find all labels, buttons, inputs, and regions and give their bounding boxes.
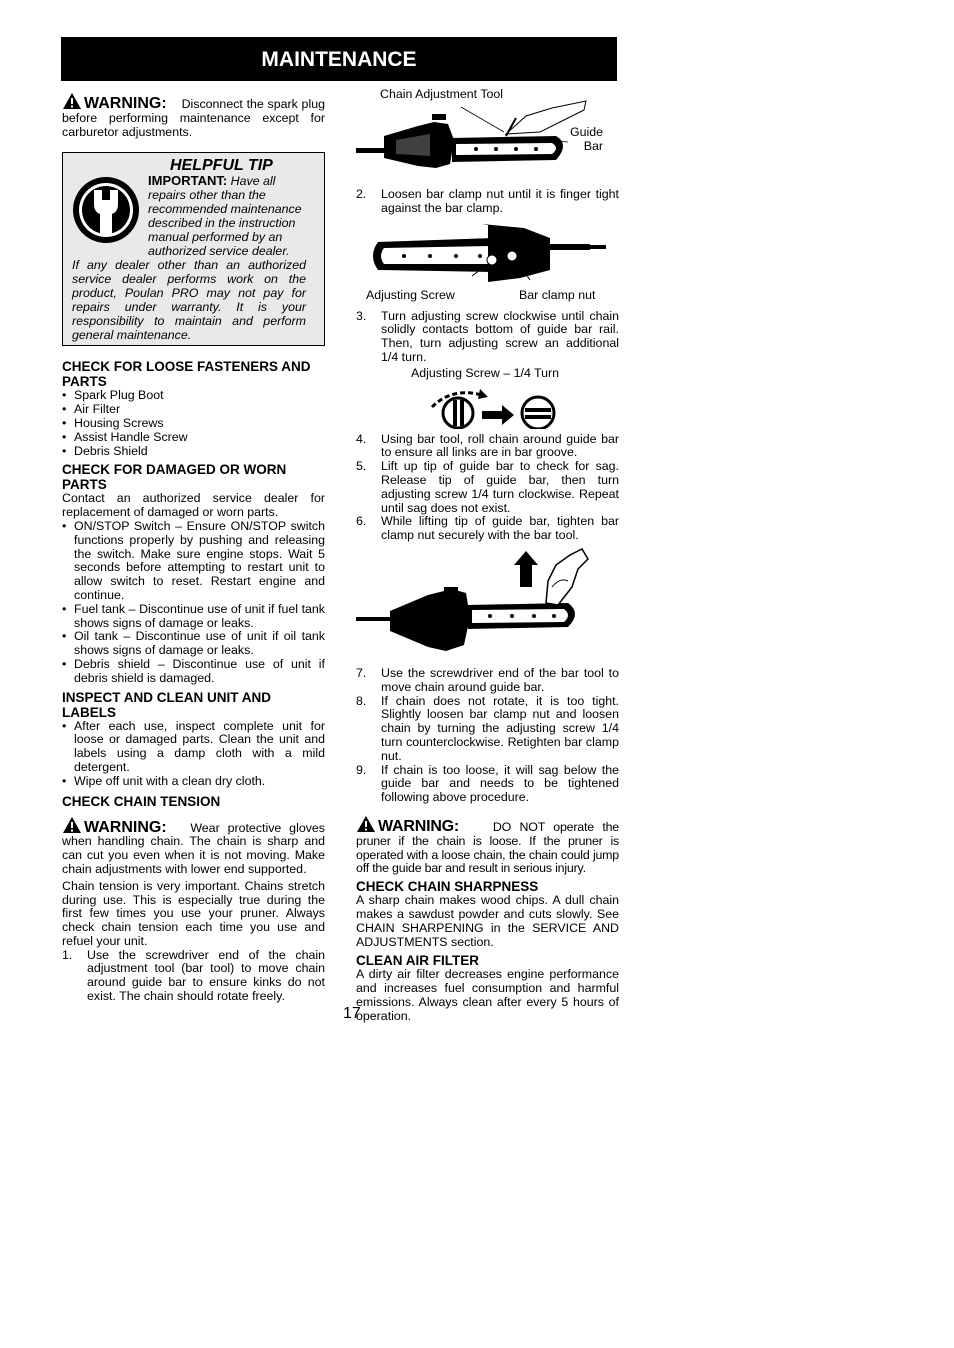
list-item: • Debris shield – Discontinue use of unit if debris shield is damaged. xyxy=(74,658,325,686)
page-number: 17 xyxy=(343,1005,361,1022)
pruner-bar-illustration xyxy=(356,96,619,180)
list-item: • Oil tank – Discontinue use of unit if oil tank shows signs of damage or leaks. xyxy=(74,630,325,658)
figure-label: Adjusting Screw – 1/4 Turn xyxy=(411,365,560,380)
figure-label: Guide Bar xyxy=(570,125,604,153)
list-item: 5. Lift up tip of guide bar to check for sag. Release tip of guide bar, then turn adjusting screw 1/4 turn clockwise. Repeat until sag does not exist. xyxy=(356,459,619,515)
page-title: MAINTENANCE xyxy=(61,37,617,81)
figure-label: Adjusting Screw xyxy=(366,287,455,302)
tension-steps-7-9 xyxy=(356,667,619,805)
bar-clamp-illustration xyxy=(370,220,608,290)
damaged-heading: CHECK FOR DAMAGED OR WORN PARTS xyxy=(62,462,287,493)
warning-gloves xyxy=(62,816,325,877)
list-item: • After each use, inspect complete unit for loose or damaged parts. Clean the unit and labels using a damp cloth with a mild detergent. xyxy=(74,720,325,775)
list-item: • Assist Handle Screw xyxy=(74,431,325,445)
warning-triangle-icon xyxy=(356,815,376,833)
tip-text-2: If any dealer other than an authorized service dealer performs work on the product, Poulan PRO may not pay for repairs under warranty. It is your responsibility to maintain and perform general maintenance. xyxy=(72,258,306,343)
figure-label: Bar clamp nut xyxy=(519,287,596,302)
list-item: 4. Using bar tool, roll chain around guide bar to ensure all links are in bar groove. xyxy=(356,431,619,460)
figure-label: Chain Adjustment Tool xyxy=(380,87,504,101)
list-item: 3. Turn adjusting screw clockwise until chain solidly contacts bottom of guide bar rail. Then, turn adjusting screw an additional 1/4 turn. xyxy=(356,308,619,364)
tension-steps-4-6 xyxy=(356,433,619,543)
list-item: 8. If chain does not rotate, it is too tight. Slightly loosen bar clamp nut and loosen chain by turning the adjusting screw 1/4 turn counterclockwise. Retighten bar clamp nut. xyxy=(356,693,619,763)
helpful-tip-title: HELPFUL TIP xyxy=(170,157,273,175)
airfilter-text: A dirty air filter decreases engine performance and increases fuel consumption and harmful emissions. Always clean after every 5 hours of operation. xyxy=(356,967,619,1023)
warning-disconnect xyxy=(62,92,325,139)
important-label: IMPORTANT: xyxy=(148,173,228,189)
list-item: • Housing Screws xyxy=(74,417,325,431)
list-item: 7. Use the screwdriver end of the bar tool to move chain around guide bar. xyxy=(356,665,619,694)
wrench-icon xyxy=(72,174,148,258)
warning-loose-chain xyxy=(356,815,619,876)
airfilter-heading: CLEAN AIR FILTER xyxy=(356,953,479,969)
loose-list xyxy=(62,389,325,458)
warning-text: Wear protective gloves when handling chain. The chain is sharp and can cut you even when it is not moving. Make chain adjustments with lower end supported. xyxy=(62,820,325,876)
sharpness-heading: CHECK CHAIN SHARPNESS xyxy=(356,879,539,895)
tension-step-2 xyxy=(356,188,619,216)
inspect-list xyxy=(62,720,325,789)
warning-triangle-icon xyxy=(62,92,82,110)
inspect-heading: INSPECT AND CLEAN UNIT AND LABELS xyxy=(62,689,271,720)
quarter-turn-illustration xyxy=(426,383,566,429)
warning-label: WARNING: xyxy=(378,817,460,835)
tension-step-3 xyxy=(356,310,619,365)
lift-tip-illustration xyxy=(356,547,619,661)
tension-paragraph: Chain tension is very important. Chains stretch during use. This is especially true during the first few times you use your pruner. Always check chain tension each time you use and refuel your unit. xyxy=(62,878,325,948)
list-item: 9. If chain is too loose, it will sag below the guide bar and needs to be tightened following above procedure. xyxy=(356,762,619,805)
sharpness-text: A sharp chain makes wood chips. A dull chain makes a sawdust powder and cuts slowly. See CHAIN SHARPENING in the SERVICE AND ADJUSTMENTS section. xyxy=(356,893,619,949)
list-item: • Wipe off unit with a clean dry cloth. xyxy=(74,775,325,789)
helpful-tip-box xyxy=(62,152,325,346)
figure-chain-adjustment-tool xyxy=(356,88,619,180)
warning-text: Disconnect the spark plug before performing maintenance except for carburetor adjustments. xyxy=(62,97,325,139)
tension-steps-left xyxy=(62,949,325,1004)
list-item: 6. While lifting tip of guide bar, tighten bar clamp nut securely with the bar tool. xyxy=(356,514,619,543)
tension-heading: CHECK CHAIN TENSION xyxy=(62,793,221,809)
list-item: • Air Filter xyxy=(74,403,325,417)
damaged-intro: Contact an authorized service dealer for replacement of damaged or worn parts. xyxy=(62,491,325,520)
list-item: 2. Loosen bar clamp nut until it is finger tight against the bar clamp. xyxy=(356,187,619,215)
warning-triangle-icon xyxy=(62,816,82,834)
list-item: • Spark Plug Boot xyxy=(74,389,325,403)
list-item: • Fuel tank – Discontinue use of unit if fuel tank shows signs of damage or leaks. xyxy=(74,603,325,631)
list-item: • ON/STOP Switch – Ensure ON/STOP switch functions properly by pushing and releasing the switch. Make sure engine stops. Wait 5 seconds before attempting to restart unit to allow switch to reset. Restart engine and continue. xyxy=(74,520,325,603)
loose-heading: CHECK FOR LOOSE FASTENERS AND PARTS xyxy=(62,359,311,390)
tip-text-1: Have all repairs other than the recommended maintenance described in the instruction manual performed by an authorized service dealer. xyxy=(148,174,302,259)
right-column xyxy=(356,88,619,1023)
figure-bar-clamp xyxy=(356,220,619,306)
warning-text: DO NOT operate the pruner if the chain is loose. If the pruner is operated with a loose chain, the chain could jump off the guide bar and result in serious injury. xyxy=(356,819,619,876)
warning-label: WARNING: xyxy=(84,95,167,112)
damaged-list xyxy=(62,520,325,686)
list-item: • Debris Shield xyxy=(74,445,325,459)
warning-label: WARNING: xyxy=(84,818,167,836)
left-column xyxy=(62,92,325,1004)
list-item: 1. Use the screwdriver end of the chain adjustment tool (bar tool) to move chain around guide bar to ensure kinks do not exist. The chain should rotate freely. xyxy=(62,947,325,1004)
